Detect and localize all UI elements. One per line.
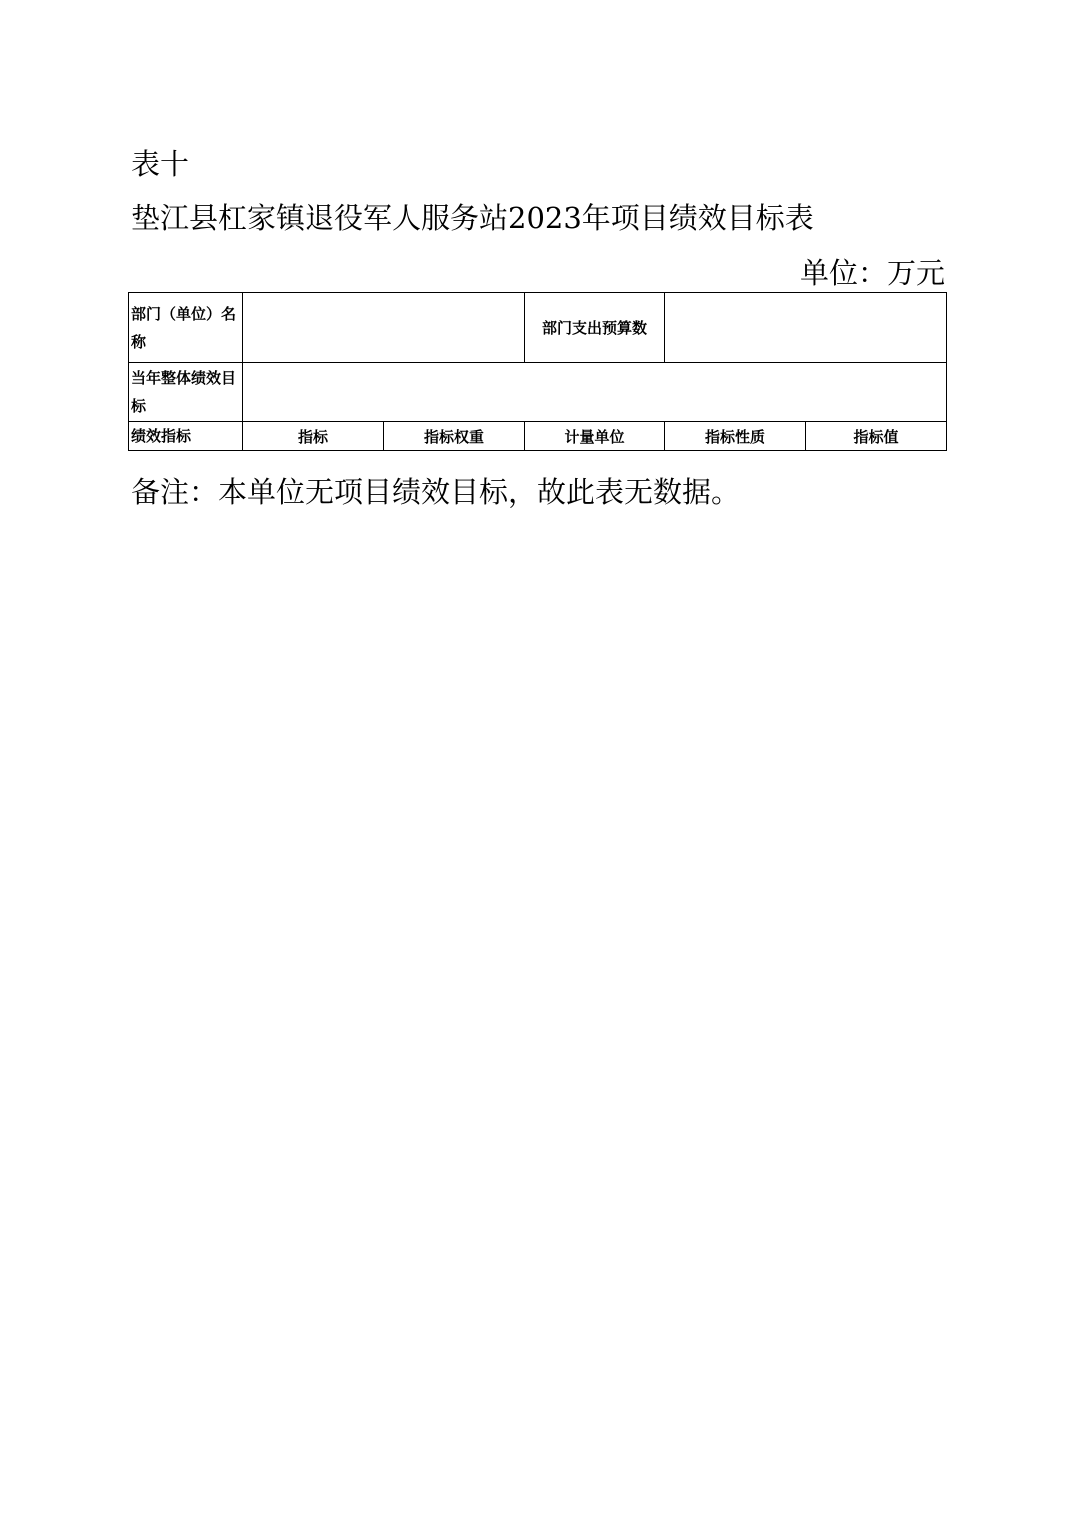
column-header-value: 指标值 [806,422,947,451]
table-row-department [129,293,947,363]
annual-goal-label: 当年整体绩效目标 [129,363,243,422]
dept-name-value [243,293,525,363]
unit-label: 单位：万元 [799,256,945,290]
budget-value [665,293,947,363]
dept-name-label: 部门（单位）名称 [129,293,243,363]
table-row-indicators [129,422,947,451]
column-header-indicator: 指标 [243,422,384,451]
annual-goal-value [243,363,947,422]
indicator-row-label: 绩效指标 [129,422,243,451]
table-row-annual-goal [129,363,947,422]
column-header-unit: 计量单位 [525,422,665,451]
performance-target-table [128,292,947,451]
column-header-nature: 指标性质 [665,422,806,451]
budget-label: 部门支出预算数 [525,293,665,363]
document-title: 垫江县杠家镇退役军人服务站2023年项目绩效目标表 [131,201,814,235]
table-number-label: 表十 [131,147,190,181]
remark-note: 备注：本单位无项目绩效目标，故此表无数据。 [131,475,741,509]
column-header-weight: 指标权重 [384,422,525,451]
